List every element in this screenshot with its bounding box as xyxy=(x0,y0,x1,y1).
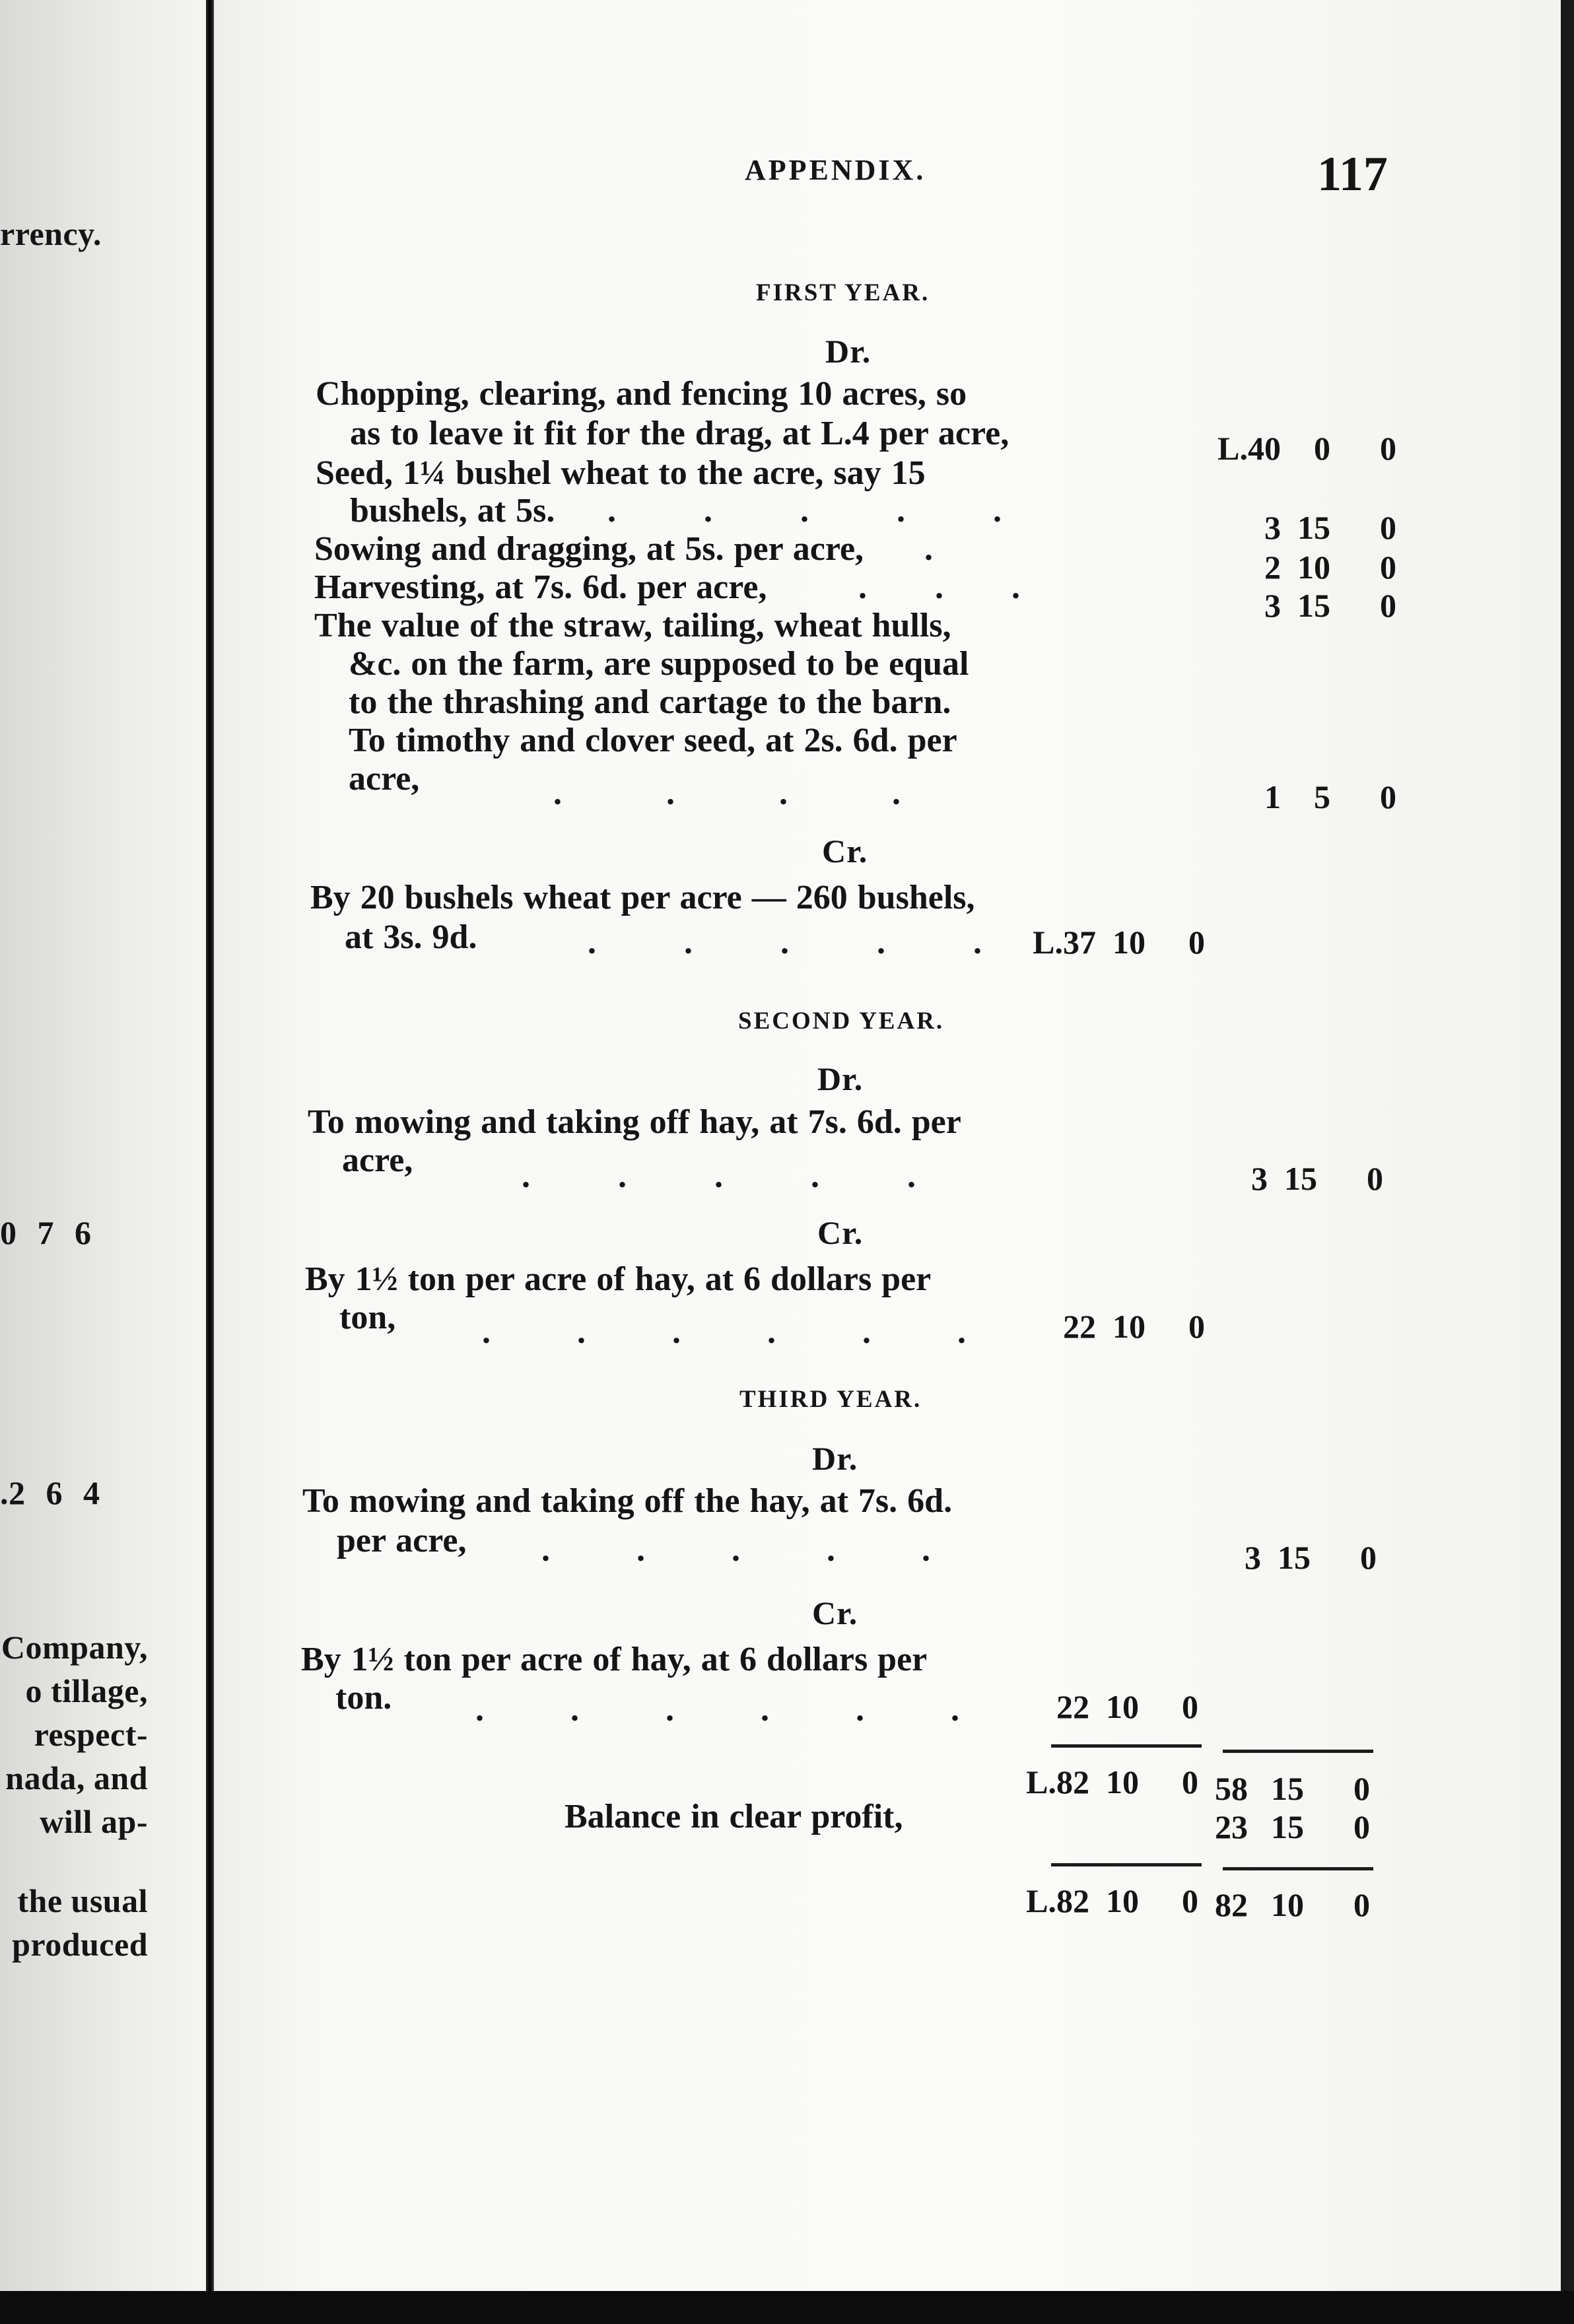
debit-subtotal: 58 15 0 xyxy=(1215,1770,1370,1807)
facing-fragment: o tillage, xyxy=(25,1672,148,1709)
balance-amount: 23 15 0 xyxy=(1215,1808,1370,1845)
facing-fragment: nada, and xyxy=(5,1760,148,1796)
section-heading-third-year: THIRD YEAR. xyxy=(739,1386,922,1413)
entry-line: Sowing and dragging, at 5s. per acre, xyxy=(314,530,864,568)
sum-rule xyxy=(1051,1744,1202,1748)
sum-rule xyxy=(1223,1750,1373,1753)
credit-label: Cr. xyxy=(822,833,868,870)
sum-rule xyxy=(1051,1863,1202,1866)
debit-label: Dr. xyxy=(812,1440,858,1477)
section-heading-first-year: FIRST YEAR. xyxy=(756,279,930,306)
credit-label: Cr. xyxy=(817,1214,864,1251)
book-binding xyxy=(206,0,214,2291)
entry-line: By 1½ ton per acre of hay, at 6 dollars per xyxy=(301,1641,928,1678)
balance-label: Balance in clear profit, xyxy=(565,1798,903,1835)
leader-dots: . . . . . xyxy=(541,1531,930,1569)
entry-line: To mowing and taking off the hay, at 7s. 6d. xyxy=(302,1482,953,1520)
debit-label: Dr. xyxy=(825,333,872,370)
leader-dots: . . . . . xyxy=(522,1157,916,1195)
entry-line: The value of the straw, tailing, wheat hulls, xyxy=(314,607,951,644)
leader-dots: . . . . . . xyxy=(482,1313,966,1351)
amount-row: 1 5 0 xyxy=(1264,778,1396,815)
amount-row: 22 10 0 xyxy=(1063,1308,1205,1345)
entry-line: To timothy and clover seed, at 2s. 6d. per xyxy=(349,722,957,759)
amount-row: 2 10 0 xyxy=(1264,549,1396,586)
amount-row: 3 15 0 xyxy=(1245,1539,1377,1576)
page-number: 117 xyxy=(1317,147,1388,201)
amount-row: L.40 0 0 xyxy=(1217,430,1396,467)
debit-grand-total: 82 10 0 xyxy=(1215,1886,1370,1923)
entry-line: To mowing and taking off hay, at 7s. 6d. per xyxy=(308,1103,961,1141)
amount-row: 3 15 0 xyxy=(1264,587,1396,624)
scan-edge-bottom xyxy=(0,2291,1574,2324)
entry-line: Seed, 1¼ bushel wheat to the acre, say 15 xyxy=(316,454,926,492)
leader-dots: . xyxy=(924,530,933,568)
amount-row: 3 15 0 xyxy=(1251,1160,1383,1197)
facing-fragment: the usual xyxy=(17,1882,148,1919)
facing-fragment: rrency. xyxy=(0,215,102,252)
facing-fragment: .2 6 4 xyxy=(0,1474,100,1511)
credit-grand-total: L.82 10 0 xyxy=(1026,1882,1198,1919)
entry-line: acre, xyxy=(342,1142,413,1179)
amount-row: 22 10 0 xyxy=(1056,1688,1198,1725)
facing-fragment: will ap- xyxy=(40,1803,148,1840)
amount-row: L.37 10 0 xyxy=(1033,924,1205,961)
entry-line: at 3s. 9d. xyxy=(345,918,477,956)
entry-line: Chopping, clearing, and fencing 10 acres, so xyxy=(316,375,967,413)
sum-rule xyxy=(1223,1867,1373,1870)
entry-line: acre, xyxy=(349,760,420,798)
scan-edge-right xyxy=(1561,0,1574,2291)
facing-fragment: Company, xyxy=(1,1629,148,1666)
leader-dots: . . . . . xyxy=(607,492,1002,530)
leader-dots: . . . xyxy=(858,568,1020,606)
entry-line: ton. xyxy=(335,1679,392,1717)
entry-line: to the thrashing and cartage to the barn. xyxy=(349,683,951,721)
entry-line: as to leave it fit for the drag, at L.4 per acre, xyxy=(350,415,1009,452)
amount-row: 3 15 0 xyxy=(1264,509,1396,546)
entry-line: &c. on the farm, are supposed to be equal xyxy=(349,645,969,683)
section-heading-second-year: SECOND YEAR. xyxy=(738,1008,945,1035)
entry-line: ton, xyxy=(339,1299,396,1336)
running-title: APPENDIX. xyxy=(745,154,926,186)
leader-dots: . . . . xyxy=(553,774,901,812)
facing-fragment: produced xyxy=(12,1926,148,1963)
entry-line: Harvesting, at 7s. 6d. per acre, xyxy=(314,568,767,606)
facing-fragment: respect- xyxy=(34,1716,148,1753)
credit-total: L.82 10 0 xyxy=(1026,1763,1198,1800)
entry-line: By 20 bushels wheat per acre — 260 bushels, xyxy=(310,879,975,916)
entry-line: per acre, xyxy=(337,1522,467,1559)
entry-line: By 1½ ton per acre of hay, at 6 dollars per xyxy=(305,1260,932,1298)
facing-fragment: 0 7 6 xyxy=(0,1214,92,1251)
credit-label: Cr. xyxy=(812,1594,858,1631)
entry-line: bushels, at 5s. xyxy=(350,492,555,530)
book-page xyxy=(214,0,1561,2291)
debit-label: Dr. xyxy=(817,1060,864,1097)
leader-dots: . . . . . . xyxy=(475,1691,959,1728)
leader-dots: . . . . . xyxy=(588,924,982,961)
